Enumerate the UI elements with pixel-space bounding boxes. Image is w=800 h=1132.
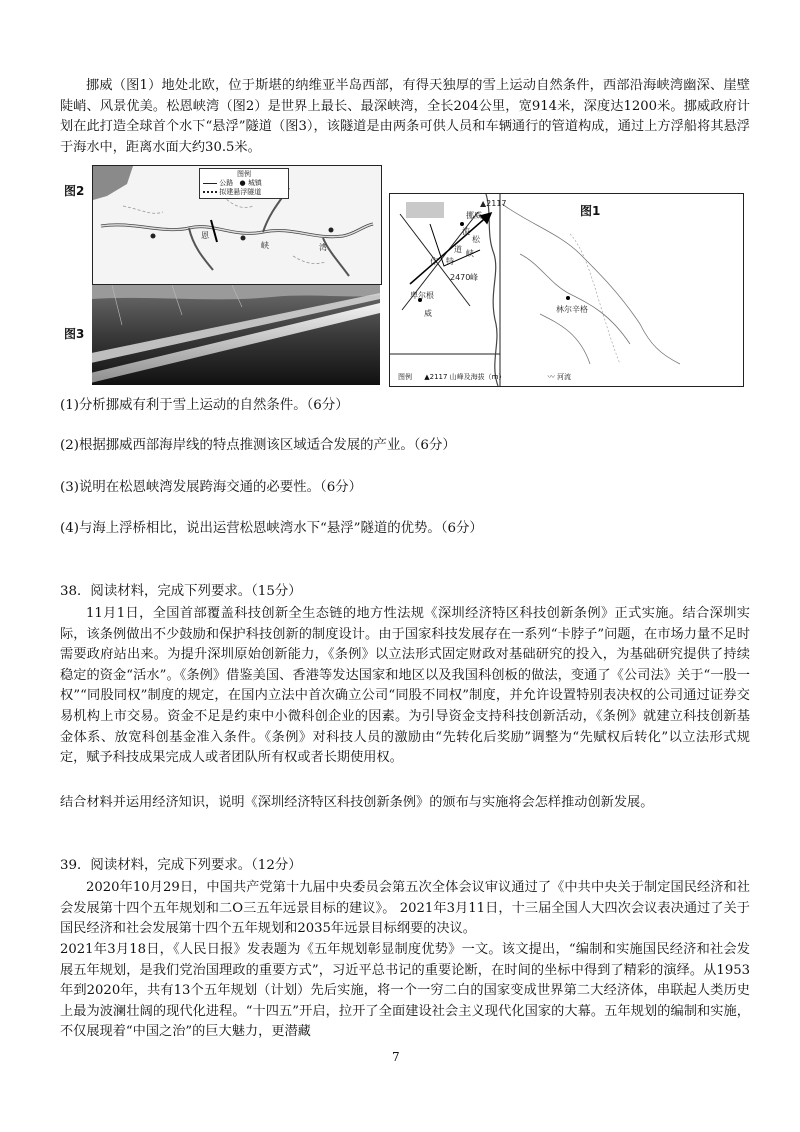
road-symbol: [203, 183, 217, 184]
figure-2-map: [92, 165, 382, 285]
figure-1-label: 图1: [580, 204, 601, 218]
river-1: [502, 204, 680, 364]
city-marker: [566, 296, 570, 300]
tunnel-render: [92, 285, 380, 385]
q38-heading: 38．阅读材料，完成下列要求。（15分）: [60, 584, 302, 599]
legend-river: 河流: [556, 373, 571, 381]
question-2: (2)根据挪威西部海岸线的特点推测该区域适合发展的产业。（6分）: [60, 438, 456, 453]
river-3: [540, 314, 590, 364]
q39-heading: 39．阅读材料，完成下列要求。（12分）: [60, 858, 302, 873]
blurred-region: [406, 202, 444, 218]
town-marker: [241, 236, 246, 241]
river-2: [520, 254, 630, 344]
city-marker: [460, 222, 464, 226]
figure-1-legend: [398, 372, 571, 382]
map-char-zuo: 作: [430, 257, 438, 266]
coastline: [486, 194, 498, 386]
place-char-2: 峡: [261, 241, 269, 250]
legend-road-row: [203, 179, 285, 188]
figure-1-map: [389, 193, 744, 387]
legend-road: 公路: [219, 179, 234, 187]
peak-2117: ▲2117: [480, 199, 507, 208]
figure-2-legend: [199, 168, 289, 199]
question-3: (3)说明在松恩峡湾发展跨海交通的必要性。（6分）: [60, 480, 362, 495]
town-marker: [151, 234, 156, 239]
river-symbol-icon: 〰: [547, 373, 555, 381]
tunnel-symbol: [203, 191, 217, 193]
city-left: 卑尔根: [410, 291, 434, 300]
place-char-1: 恩: [201, 231, 209, 240]
q38-task: 结合材料并运用经济知识，说明《深圳经济特区科技创新条例》的颁布与实施将会怎样推动创新发展。: [60, 795, 654, 810]
legend-town: 城镇: [247, 179, 262, 187]
figure-2-label: 图2: [64, 184, 85, 198]
q39-material-2: 2021年3月18日，《人民日报》发表题为《五年规划彰显制度优势》一文。该文提出，“编制和实施国民经济和社会发展五年规划，是我们党治国理政的重要方式”，习近平总书记的重要论断，在时间的坐标中得到了精彩的演绎。从1953年到2020年，共有13个五年规划（计划）先后实施，将一个一穷二白的国家变成世界第二大经济体，串联起人类历史上最为波澜壮阔的现代化进程。“十四五”开启，拉开了全面建设社会主义现代化国家的大幕。五年规划的编制和实施，不仅展现着“中国之治”的巨大魅力，更潜藏: [60, 942, 750, 1040]
peak-2470-suffix: 峰: [470, 273, 478, 282]
map-char-dao: 道: [454, 245, 462, 254]
place-char-3: 湾: [319, 243, 327, 252]
page-number: 7: [392, 1050, 400, 1064]
legend-title: 图例: [398, 373, 412, 381]
legend-tunnel: 拟建悬浮隧道: [219, 188, 262, 196]
map-char-xia: 峡: [466, 249, 474, 258]
map-char-flow: 流: [462, 227, 470, 236]
figure-3-tunnel-image: [92, 285, 380, 385]
norway-map-drawing: [390, 194, 743, 386]
intro-paragraph: 挪威（图1）地处北欧，位于斯堪的纳维亚半岛西部，有得天独厚的雪上运动自然条件，西部沿海峡湾幽深、崖壁陡峭、风景优美。松恩峡湾（图2）是世界上最长、最深峡湾，全长204公里，宽914米，深度达1200米。挪威政府计划在此打造全球首个水下“悬浮”隧道（图3），该隧道是由两条可供人员和车辆通行的管道构成，通过上方浮船将其悬浮于海水中，距离水面大约30.5米。: [60, 78, 750, 155]
city-bottom: 林尔辛格: [556, 305, 588, 314]
city-norway: 挪威: [466, 211, 482, 220]
legend-peak: ▲2117 山峰及海拔（m）: [424, 373, 506, 381]
map-char-wei: 威: [424, 309, 432, 318]
figure-3-label: 图3: [64, 327, 85, 341]
question-1: (1)分析挪威有利于雪上运动的自然条件。（6分）: [60, 398, 349, 413]
peak-2470: 2470: [450, 273, 471, 282]
question-4: (4)与海上浮桥相比，说出运营松恩峡湾水下“悬浮”隧道的优势。（6分）: [60, 521, 483, 536]
q38-material: 11月1日，全国首部覆盖科技创新全生态链的地方性法规《深圳经济特区科技创新条例》正式实施。结合深圳实际，该条例做出不少鼓励和保护科技创新的制度设计。由于国家科技发展存在一系列“卡脖子”问题，在市场力量不足时需要政府站出来。为提升深圳原始创新能力，《条例》以立法形式固定财政对基础研究的投入，为基础研究提供了持续稳定的资金“活水”。《条例》借鉴美国、香港等发达国家和地区以及我国科创板的做法，变通了《公司法》关于“一股一权”“同股同权”制度的规定，在国内立法中首次确立公司“同股不同权”制度，并允许设置特别表决权的公司通过证券交易机构上市交易。资金不足是约束中小微科创企业的因素。为引导资金支持科技创新活动，《条例》就建立科技创新基金体系、放宽科创基金准入条件。《条例》对科技人员的激励由“先转化后奖励”调整为“先赋权后转化”以立法形式规定，赋予科技成果完成人或者团队所有权或者长期使用权。: [60, 606, 750, 766]
q39-material-1: 2020年10月29日，中国共产党第十九届中央委员会第五次全体会议审议通过了《中共中央关于制定国民经济和社会发展第十四个五年规划和二O三五年远景目标的建议》。 2021年3月11日，十三届全国人大四次会议表决通过了关于国民经济和社会发展第十四个五年规划和2035年远景目标纲要的决议。: [60, 880, 750, 937]
town-symbol-icon: ●: [239, 179, 246, 187]
legend-tunnel-row: [203, 188, 285, 197]
map-char-te: 特: [446, 257, 454, 266]
map-char-song: 松: [472, 235, 480, 244]
legend-title: 图例: [237, 170, 251, 178]
town-marker: [329, 228, 334, 233]
